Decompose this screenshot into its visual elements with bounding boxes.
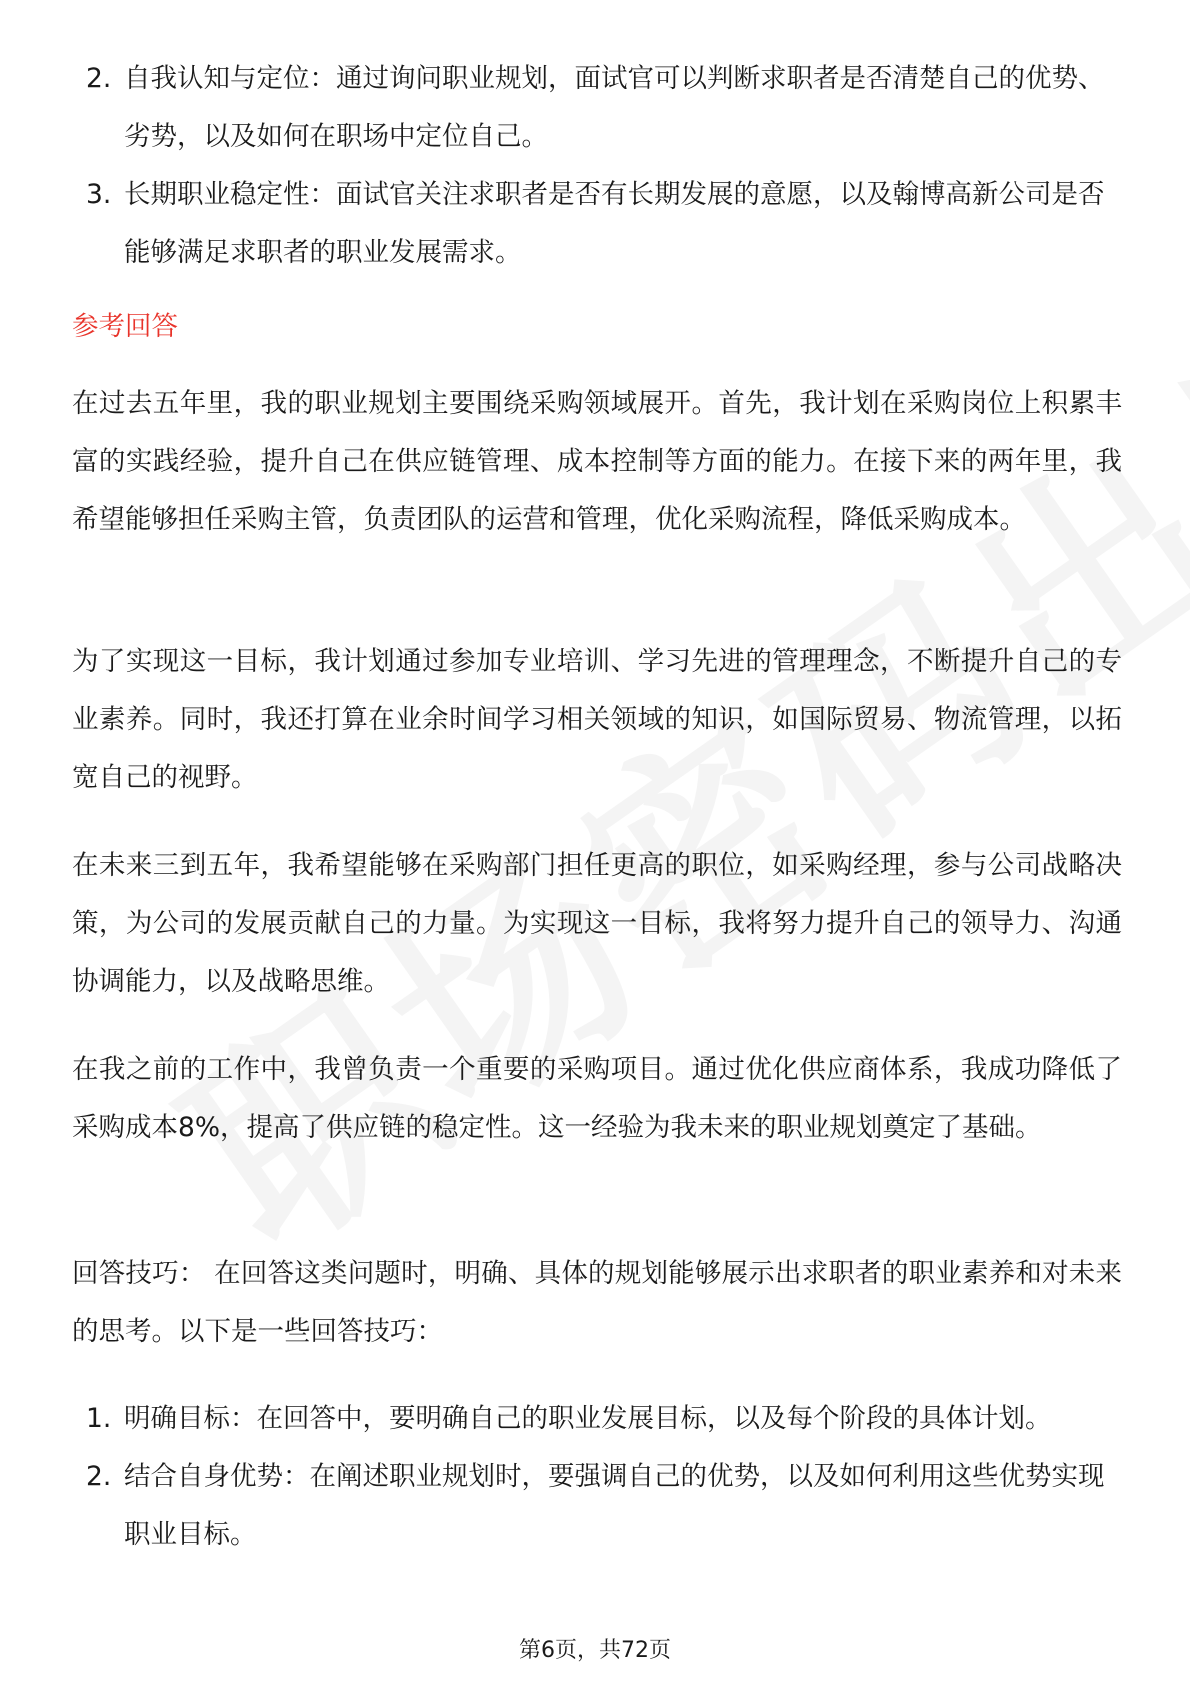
list-item bbox=[72, 166, 1122, 282]
page-number-footer: 第6页，共72页 bbox=[519, 1638, 671, 1663]
list-item-number: 2. bbox=[86, 1461, 112, 1492]
list-item bbox=[72, 1448, 1122, 1564]
answer-paragraph: 在未来三到五年，我希望能够在采购部门担任更高的职位，如采购经理，参与公司战略决策，为公司的发展贡献自己的力量。为实现这一目标，我将努力提升自己的领导力、沟通协调能力，以及战略思维。 bbox=[72, 850, 1122, 997]
list-item-number: 2. bbox=[86, 63, 112, 94]
answer-paragraph: 在我之前的工作中，我曾负责一个重要的采购项目。通过优化供应商体系，我成功降低了采购成本8%，提高了供应链的稳定性。这一经验为我未来的职业规划奠定了基础。 bbox=[72, 1054, 1122, 1143]
tips-intro-paragraph: 回答技巧： 在回答这类问题时，明确、具体的规划能够展示出求职者的职业素养和对未来的思考。以下是一些回答技巧： bbox=[72, 1258, 1122, 1347]
answer-paragraph: 在过去五年里，我的职业规划主要围绕采购领域展开。首先，我计划在采购岗位上积累丰富的实践经验，提升自己在供应链管理、成本控制等方面的能力。在接下来的两年里，我希望能够担任采购主管，负责团队的运营和管理，优化采购流程，降低采购成本。 bbox=[72, 388, 1122, 535]
list-item-text: 长期职业稳定性：面试官关注求职者是否有长期发展的意愿，以及翰博高新公司是否能够满足求职者的职业发展需求。 bbox=[124, 179, 1105, 268]
list-item-text: 明确目标：在回答中，要明确自己的职业发展目标，以及每个阶段的具体计划。 bbox=[124, 1403, 1052, 1434]
list-item bbox=[72, 50, 1122, 166]
list-item-number: 1. bbox=[86, 1403, 112, 1434]
list-item-text: 结合自身优势：在阐述职业规划时，要强调自己的优势，以及如何利用这些优势实现职业目标。 bbox=[124, 1461, 1105, 1550]
list-item-number: 3. bbox=[86, 179, 112, 210]
list-item bbox=[72, 1390, 1122, 1448]
section-heading: 参考回答 bbox=[72, 311, 178, 342]
answer-paragraph: 为了实现这一目标，我计划通过参加专业培训、学习先进的管理理念，不断提升自己的专业素养。同时，我还打算在业余时间学习相关领域的知识，如国际贸易、物流管理，以拓宽自己的视野。 bbox=[72, 646, 1122, 793]
list-item-text: 自我认知与定位：通过询问职业规划，面试官可以判断求职者是否清楚自己的优势、劣势，以及如何在职场中定位自己。 bbox=[124, 63, 1105, 152]
interviewer-focus-list bbox=[72, 50, 1122, 282]
answer-tips-list bbox=[72, 1390, 1122, 1564]
